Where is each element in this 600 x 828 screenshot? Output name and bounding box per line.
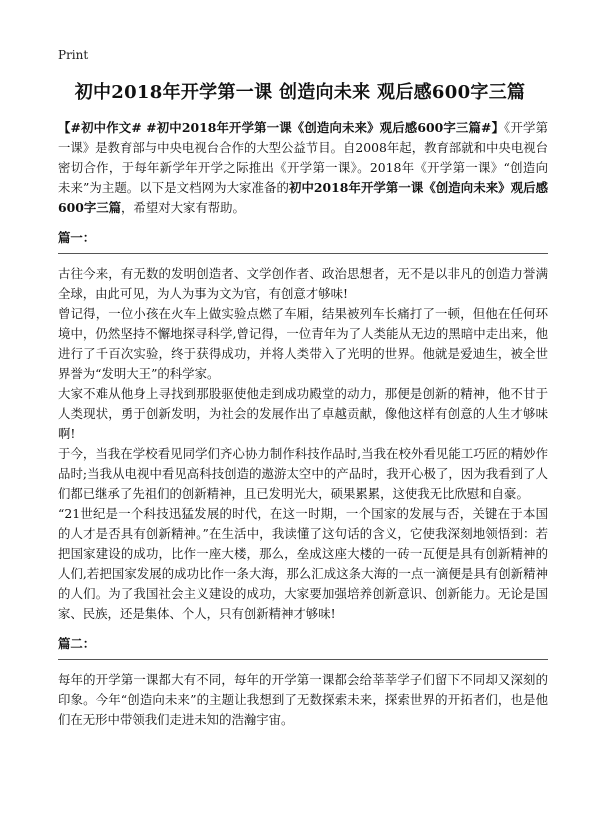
section1-paragraph: 曾记得，一位小孩在火车上做实验点燃了车厢，结果被列车长痛打了一顿，但他在任何环境中，仍然坚持不懈地探寻科学,曾记得，一位青年为了人类能从无边的黑暗中走出来，他进行了千百次实验，终于获得成功，并将人类带入了光明的世界。他就是爱迪生，被全世界誉为“发明大王”的科学家。 bbox=[58, 306, 548, 381]
intro-text: 《开学第一课》是教育部与中央电视台合作的大型公益节目。自2008年起，教育部就和中央电视台密切合作，于每年新学年开学之际推出《开学第一课》。2018年《开学第一课》“创造向未来”为主题。以下是文档网为大家准备的 bbox=[58, 120, 548, 195]
section1-paragraph: “21世纪是一个科技迅猛发展的时代，在这一时期，一个国家的发展与否，关键在于本国的人才是否具有创新精神。”在生活中，我读懂了这句话的含义，它使我深刻地领悟到：若把国家建设的成功，比作一座大楼，那么，垒成这座大楼的一砖一瓦便是具有创新精神的人们,若把国家发展的成功比作一条大海，那么汇成这条大海的一点一滴便是具有创新精神的人们。为了我国社会主义建设的成功，大家要加强培养创新意识、创新能力。无论是国家、民族，还是集体、个人，只有创新精神才够味! bbox=[58, 506, 548, 621]
intro-tag-line: 【#初中作文# #初中2018年开学第一课《创造向未来》观后感600字三篇#】 bbox=[58, 120, 505, 135]
section1-paragraph: 古往今来，有无数的发明创造者、文学创作者、政治思想者，无不是以非凡的创造力誉满全球，由此可见，为人为事为文为官，有创意才够味! bbox=[58, 266, 548, 301]
section-heading-1: 篇一： bbox=[58, 230, 96, 245]
section2-paragraph: 每年的开学第一课都大有不同，每年的开学第一课都会给莘莘学子们留下不同却又深刻的印象。今年“创造向未来”的主题让我想到了无数探索未来，探索世界的开拓者们，也是他们在无形中带领我们走进未知的浩瀚宇宙。 bbox=[58, 672, 548, 727]
page-title: 初中2018年开学第一课 创造向未来 观后感600字三篇 bbox=[74, 82, 526, 103]
article-body bbox=[58, 118, 548, 730]
print-label[interactable]: Print bbox=[58, 48, 89, 62]
section-heading-2: 篇二： bbox=[58, 636, 96, 651]
section1-paragraph: 大家不难从他身上寻找到那股驱使他走到成功殿堂的动力，那便是创新的精神，他不甘于人类现状，勇于创新发明，为社会的发展作出了卓越贡献，像他这样有创意的人生才够味啊! bbox=[58, 386, 548, 441]
intro-tail: ，希望对大家有帮助。 bbox=[121, 200, 245, 215]
section-divider bbox=[58, 659, 548, 660]
section-divider bbox=[58, 253, 548, 254]
intro-article-name: 初中2018年开学第一课《创造向未来》观后感600字三篇 bbox=[58, 180, 548, 215]
section1-paragraph: 于今，当我在学校看见同学们齐心协力制作科技作品时,当我在校外看见能工巧匠的精妙作品时;当我从电视中看见高科技创造的遨游太空中的产品时，我开心极了，因为我看到了人们都已继承了先祖们的创新精神，且已发明光大，硕果累累，这使我无比欣慰和自豪。 bbox=[58, 446, 548, 501]
intro-paragraph bbox=[58, 118, 548, 218]
